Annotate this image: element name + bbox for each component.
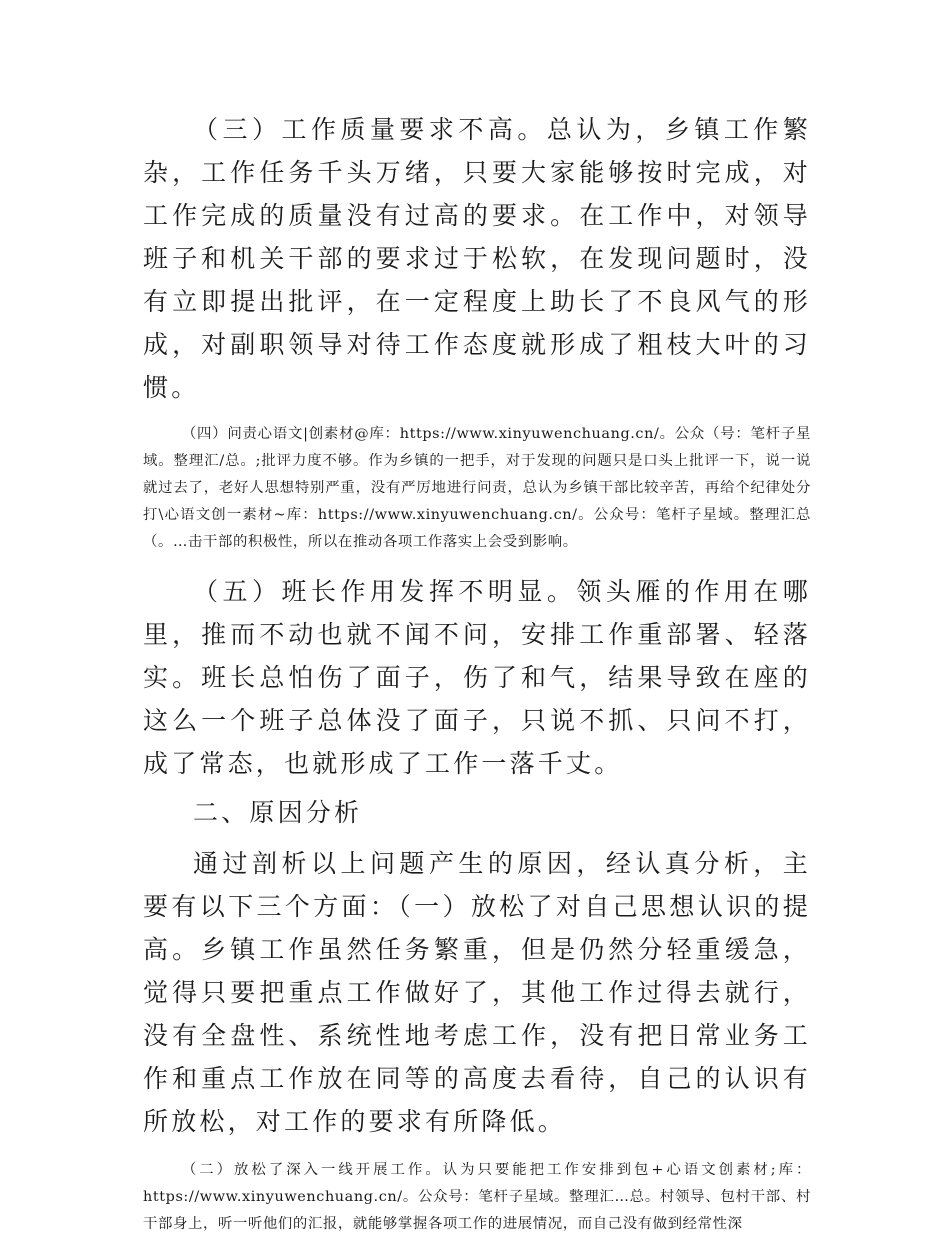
paragraph-accountability: （四）问责心语文|创素材@库：https://www.xinyuwenchuang.cn/。公众（号：笔杆子星域。整理汇/总。;批评力度不够。作为乡镇的一把手，对于发现的问题只是口头上批评一下，说一说就过去了，老好人思想特别严重，没有严厉地进行问责，总认为乡镇干部比较辛苦，再给个纪律处分打\心语文创一素材~库：https://www.xinyuwenchuang.cn/。公众号：笔杆子星域。整理汇总（。…击干部的积极性，所以在推动各项工作落实上会受到影响。	[143, 426, 811, 550]
paragraph-work-quality: （三）工作质量要求不高。总认为，乡镇工作繁杂，工作任务千头万绪，只要大家能够按时完成，对工作完成的质量没有过高的要求。在工作中，对领导班子和机关干部的要求过于松软，在发现问题时，没有立即提出批评，在一定程度上助长了不良风气的形成，对副职领导对待工作态度就形成了粗枝大叶的习惯。	[143, 115, 811, 402]
section-heading-cause-analysis: 二、原因分析	[193, 798, 363, 827]
document-page	[143, 108, 811, 1238]
paragraph-leader-role: （五）班长作用发挥不明显。领头雁的作用在哪里，推而不动也就不闻不问，安排工作重部署、轻落实。班长总怕伤了面子，伤了和气，结果导致在座的这么一个班子总体没了面子，只说不抓、只问不打，成了常态，也就形成了工作一落千丈。	[143, 577, 811, 778]
paragraph-frontline-work: （二）放松了深入一线开展工作。认为只要能把工作安排到包+心语文创素材;库：https://www.xinyuwenchuang.cn/。公众号：笔杆子星域。整理汇…总。村领导、包村干部、村干部身上，听一听他们的汇报，就能够掌握各项工作的进展情况，而自己没有做到经常性深	[143, 1162, 811, 1232]
paragraph-cause-intro: 通过剖析以上问题产生的原因，经认真分析，主要有以下三个方面：（一）放松了对自己思想认识的提高。乡镇工作虽然任务繁重，但是仍然分轻重缓急，觉得只要把重点工作做好了，其他工作过得去就行，没有全盘性、系统性地考虑工作，没有把日常业务工作和重点工作放在同等的高度去看待，自己的认识有所放松，对工作的要求有所降低。	[143, 849, 811, 1136]
